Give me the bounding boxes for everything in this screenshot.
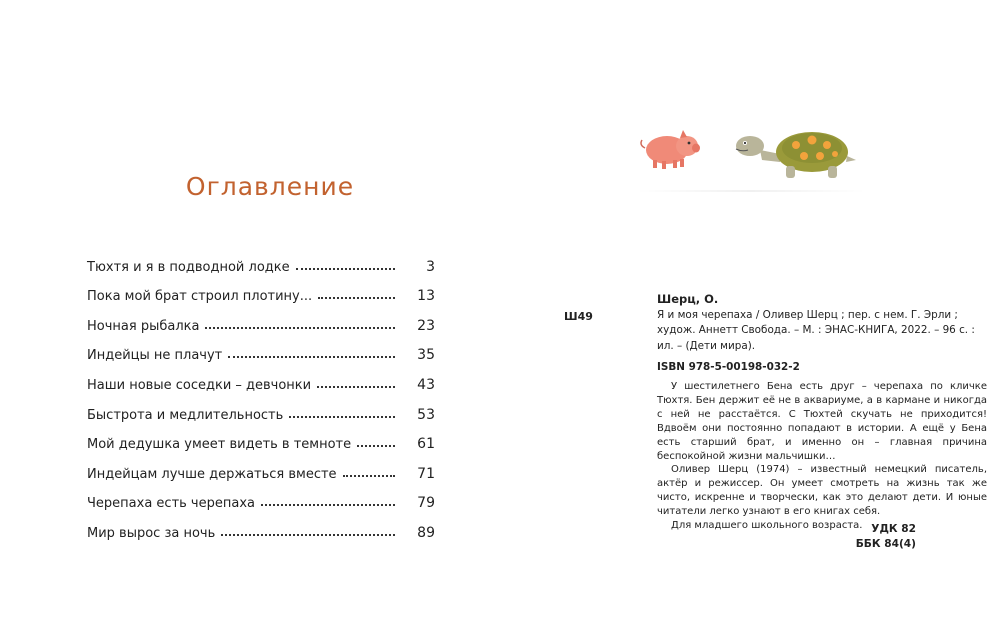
- toc-entry-title: Индейцы не плачут: [87, 348, 223, 364]
- pig-icon: [641, 130, 700, 169]
- toc-entry: [87, 482, 435, 512]
- toc-leader-dots: [357, 445, 395, 447]
- toc-entry-page: 23: [417, 317, 435, 334]
- toc-entry: [87, 304, 435, 334]
- toc-entry-title: Тюхтя и я в подводной лодке: [87, 259, 290, 275]
- toc-leader-dots: [228, 356, 395, 358]
- toc-entry: [87, 275, 435, 305]
- toc-leader-dots: [221, 534, 395, 536]
- toc-entry-page: 61: [417, 436, 435, 453]
- toc-entry-page: 89: [417, 524, 435, 541]
- toc-entry-title: Пока мой брат строил плотину...: [87, 289, 313, 305]
- bibliographic-description: Я и моя черепаха / Оливер Шерц ; пер. с нем. Г. Эрли ; худож. Аннетт Свобода. – М. : ЭНАС-КНИГА, 2022. – 96 с. : ил. – (Дети мира).: [657, 309, 975, 352]
- toc-entry: [87, 511, 435, 541]
- classification-codes: [856, 522, 916, 552]
- toc-entry-title: Черепаха есть черепаха: [87, 496, 255, 512]
- toc-entry-page: 13: [417, 288, 435, 305]
- toc-entry-title: Индейцам лучше держаться вместе: [87, 466, 337, 482]
- toc-entry: [87, 423, 435, 453]
- toc-title: Оглавление: [185, 172, 355, 201]
- toc-leader-dots: [205, 327, 395, 329]
- toc-leader-dots: [317, 386, 395, 388]
- author-code: Ш49: [564, 310, 593, 323]
- toc-entry-page: 3: [426, 258, 435, 275]
- illustration-shadow: [636, 190, 866, 192]
- isbn: ISBN 978-5-00198-032-2: [657, 361, 800, 373]
- toc-entry: [87, 334, 435, 364]
- annotation-paragraph: Оливер Шерц (1974) – известный немецкий писатель, актёр и режиссер. Он умеет смотреть на жизнь так же чисто, искренне и творчески, как это делают дети. И юные читатели легко узнают в его книгах себя.: [657, 464, 987, 518]
- toc-entry-title: Мир вырос за ночь: [87, 525, 216, 541]
- contents-page: [0, 0, 500, 641]
- imprint-page: [500, 0, 1001, 641]
- bbk-code: ББК 84(4): [855, 538, 916, 550]
- udk-code: УДК 82: [871, 523, 916, 535]
- toc-leader-dots: [343, 475, 395, 477]
- toc-entry: [87, 363, 435, 393]
- annotation-paragraph: Для младшего школьного возраста.: [671, 520, 863, 532]
- toc-entry-page: 71: [417, 465, 435, 482]
- toc-entry-page: 79: [417, 495, 435, 512]
- annotation: [657, 380, 987, 533]
- toc-entry: [87, 245, 435, 275]
- toc-entry-page: 43: [417, 376, 435, 393]
- annotation-paragraph: У шестилетнего Бена есть друг – черепаха по кличке Тюхтя. Бен держит её не в аквариуме, а в кармане и никогда с ней не расстаётся. С Тюхтей скучать не приходится! Вдвоём они постоянно попадают в истории. А ещё у Бена есть старший брат, и именно он – главная причина беспокойной жизни мальчишки…: [657, 381, 987, 462]
- toc-entry-title: Мой дедушка умеет видеть в темноте: [87, 437, 352, 453]
- toc-entry-page: 35: [417, 347, 435, 364]
- turtle-icon: [736, 132, 856, 178]
- toc-leader-dots: [318, 297, 395, 299]
- toc-entry-title: Ночная рыбалка: [87, 318, 200, 334]
- toc-leader-dots: [261, 504, 395, 506]
- toc-leader-dots: [296, 268, 395, 270]
- pig-and-turtle-illustration: [634, 118, 864, 190]
- toc-entry-title: Наши новые соседки – девчонки: [87, 377, 312, 393]
- toc-entry: [87, 452, 435, 482]
- toc-list: [87, 245, 435, 541]
- toc-entry-title: Быстрота и медлительность: [87, 407, 284, 423]
- toc-entry-page: 53: [417, 406, 435, 423]
- toc-entry: [87, 393, 435, 423]
- toc-leader-dots: [289, 416, 395, 418]
- author-heading: Шерц, О.: [657, 292, 719, 306]
